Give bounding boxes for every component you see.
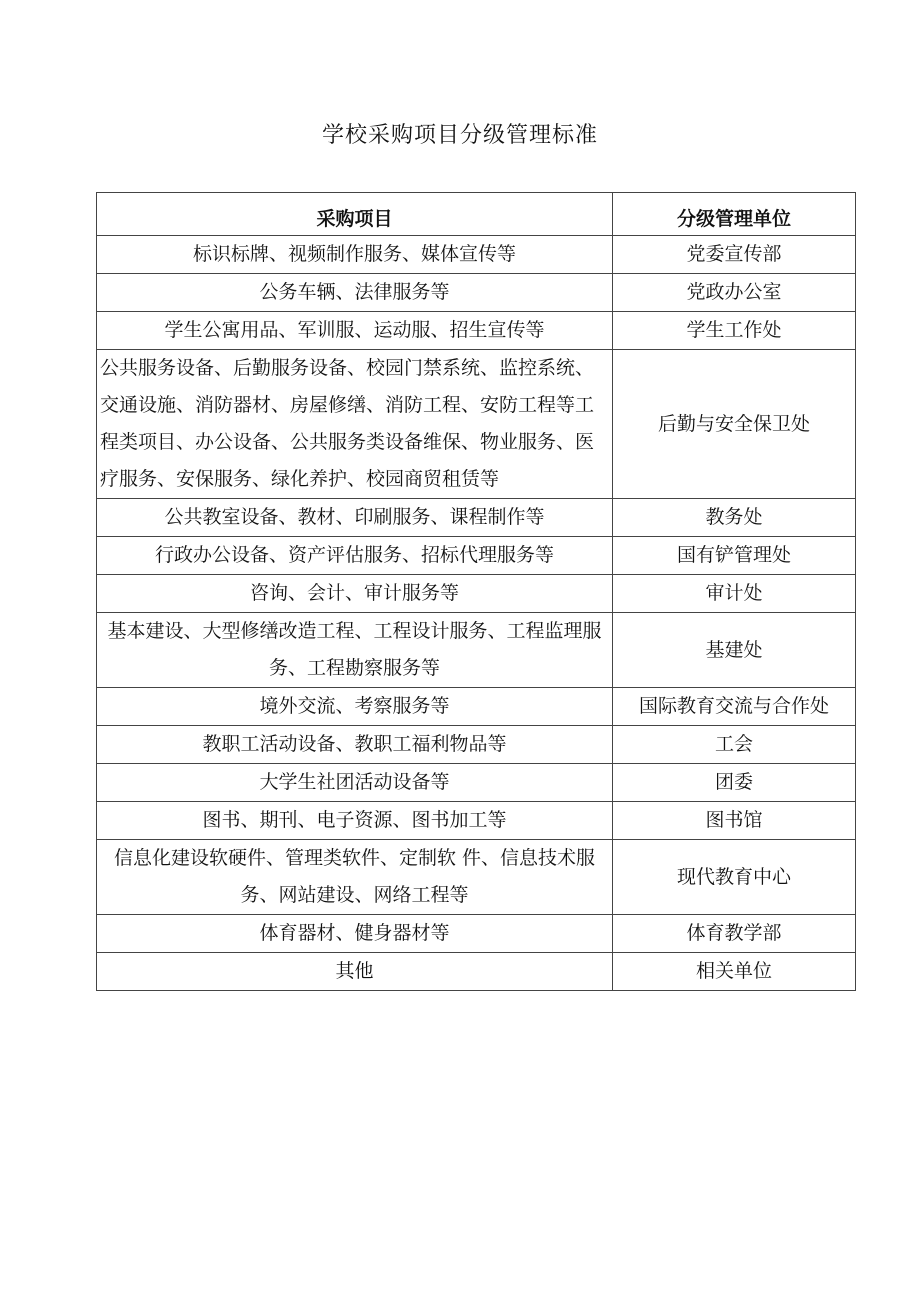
management-unit-cell: 教务处	[613, 499, 856, 537]
table-row	[97, 802, 856, 840]
procurement-item-cell: 信息化建设软硬件、管理类软件、定制软 件、信息技术服务、网站建设、网络工程等	[97, 840, 613, 915]
header-management-unit: 分级管理单位	[613, 193, 856, 236]
table-row	[97, 840, 856, 915]
procurement-item-cell: 公务车辆、法律服务等	[97, 274, 613, 312]
management-unit-cell: 国际教育交流与合作处	[613, 688, 856, 726]
procurement-item-cell: 基本建设、大型修缮改造工程、工程设计服务、工程监理服务、工程勘察服务等	[97, 613, 613, 688]
table-header-row	[97, 193, 856, 236]
management-unit-cell: 相关单位	[613, 953, 856, 991]
table-row	[97, 764, 856, 802]
table-row	[97, 312, 856, 350]
procurement-item-cell: 境外交流、考察服务等	[97, 688, 613, 726]
management-unit-cell: 党政办公室	[613, 274, 856, 312]
procurement-item-cell: 教职工活动设备、教职工福利物品等	[97, 726, 613, 764]
table-row	[97, 915, 856, 953]
table-row	[97, 726, 856, 764]
management-unit-cell: 图书馆	[613, 802, 856, 840]
management-unit-cell: 现代教育中心	[613, 840, 856, 915]
page-title: 学校采购项目分级管理标准	[321, 123, 598, 148]
table-row	[97, 236, 856, 274]
procurement-item-cell: 标识标牌、视频制作服务、媒体宣传等	[97, 236, 613, 274]
table-row	[97, 537, 856, 575]
header-procurement-item: 采购项目	[97, 193, 613, 236]
table-row	[97, 688, 856, 726]
management-unit-cell: 体育教学部	[613, 915, 856, 953]
table-row	[97, 350, 856, 499]
management-unit-cell: 基建处	[613, 613, 856, 688]
procurement-item-cell: 大学生社团活动设备等	[97, 764, 613, 802]
procurement-item-cell: 咨询、会计、审计服务等	[97, 575, 613, 613]
procurement-item-cell: 体育器材、健身器材等	[97, 915, 613, 953]
management-unit-cell: 审计处	[613, 575, 856, 613]
table-row	[97, 274, 856, 312]
procurement-item-cell: 公共服务设备、后勤服务设备、校园门禁系统、监控系统、交通设施、消防器材、房屋修缮、消防工程、安防工程等工程类项目、办公设备、公共服务类设备维保、物业服务、医疗服务、安保服务、绿化养护、校园商贸租赁等	[97, 350, 613, 499]
management-unit-cell: 国有铲管理处	[613, 537, 856, 575]
procurement-item-cell: 图书、期刊、电子资源、图书加工等	[97, 802, 613, 840]
management-unit-cell: 团委	[613, 764, 856, 802]
table-row	[97, 953, 856, 991]
procurement-item-cell: 公共教室设备、教材、印刷服务、课程制作等	[97, 499, 613, 537]
procurement-item-cell: 行政办公设备、资产评估服务、招标代理服务等	[97, 537, 613, 575]
table-row	[97, 575, 856, 613]
management-unit-cell: 后勤与安全保卫处	[613, 350, 856, 499]
management-unit-cell: 党委宣传部	[613, 236, 856, 274]
management-unit-cell: 工会	[613, 726, 856, 764]
procurement-item-cell: 学生公寓用品、军训服、运动服、招生宣传等	[97, 312, 613, 350]
management-unit-cell: 学生工作处	[613, 312, 856, 350]
table-row	[97, 613, 856, 688]
procurement-table	[96, 192, 856, 991]
table-row	[97, 499, 856, 537]
procurement-item-cell: 其他	[97, 953, 613, 991]
